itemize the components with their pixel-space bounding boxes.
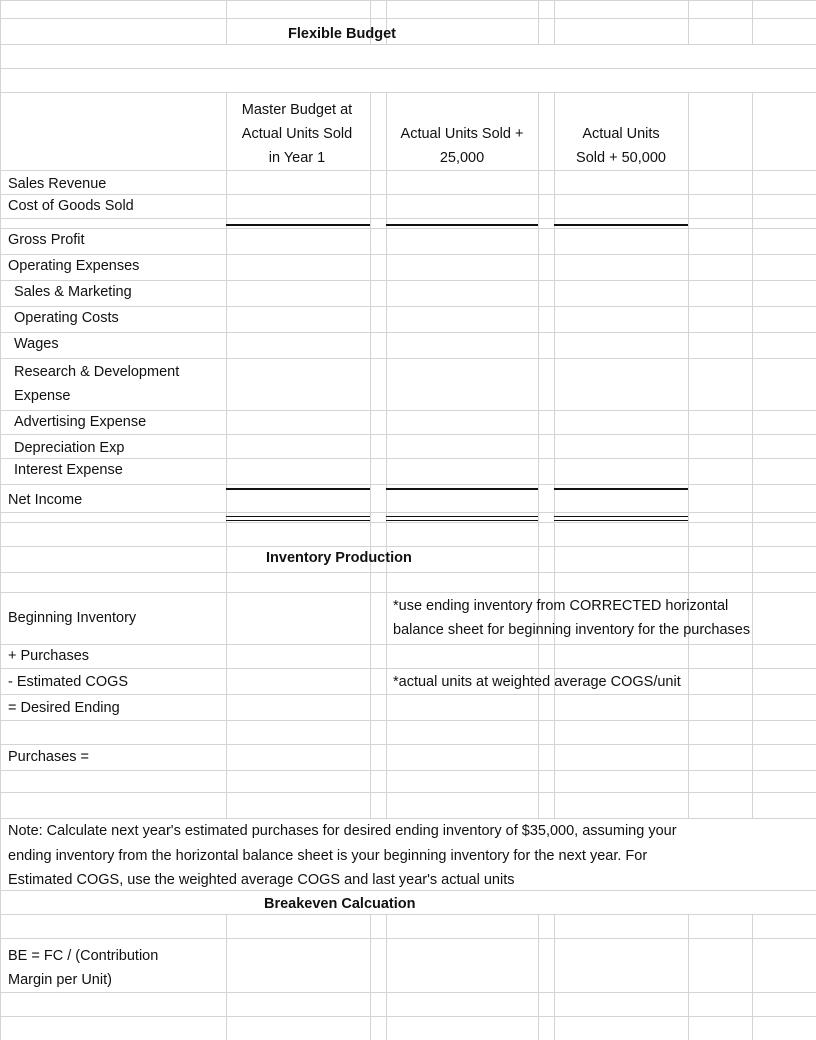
- column-header-master-budget-line1: Master Budget at: [241, 102, 353, 118]
- double-underline-net-income-col3: [554, 516, 688, 521]
- breakeven-title: Breakeven Calcuation: [264, 896, 416, 912]
- underline-cogs-col2: [386, 224, 538, 226]
- row-label-gross-profit: Gross Profit: [8, 232, 85, 248]
- row-label-depreciation-exp: Depreciation Exp: [14, 440, 125, 456]
- note-line-1: Note: Calculate next year's estimated purchases for desired ending inventory of $35,000, assuming your: [8, 823, 677, 839]
- column-header-plus-25000-line2: 25,000: [439, 150, 485, 166]
- flexible-budget-title: Flexible Budget: [288, 26, 396, 42]
- breakeven-formula-line1: BE = FC / (Contribution: [8, 948, 159, 964]
- inventory-note-2: *actual units at weighted average COGS/unit: [393, 674, 681, 690]
- column-header-plus-50000-line2: Sold + 50,000: [576, 150, 666, 166]
- row-label-interest-expense: Interest Expense: [14, 462, 123, 478]
- row-label-beginning-inventory: Beginning Inventory: [8, 610, 137, 626]
- row-label-research-development-expense: Expense: [14, 388, 71, 404]
- row-label-purchases: + Purchases: [8, 648, 90, 664]
- row-label-desired-ending: = Desired Ending: [8, 700, 120, 716]
- row-label-sales-marketing: Sales & Marketing: [14, 284, 132, 300]
- row-label-estimated-cogs: - Estimated COGS: [8, 674, 129, 690]
- breakeven-formula-line2: Margin per Unit): [8, 972, 112, 988]
- inventory-note-1-line2: balance sheet for beginning inventory for the purchases: [393, 622, 751, 638]
- row-label-operating-expenses: Operating Expenses: [8, 258, 140, 274]
- row-label-sales-revenue: Sales Revenue: [8, 176, 107, 192]
- column-header-plus-25000-line1: Actual Units Sold +: [400, 126, 524, 142]
- note-line-2: ending inventory from the horizontal balance sheet is your beginning inventory for the next year. For: [8, 848, 648, 864]
- column-header-master-budget-line3: in Year 1: [268, 150, 326, 166]
- underline-cogs-col1: [226, 224, 370, 226]
- row-label-advertising-expense: Advertising Expense: [14, 414, 147, 430]
- row-label-net-income: Net Income: [8, 492, 83, 508]
- underline-interest-col1: [226, 488, 370, 490]
- inventory-note-1-line1: *use ending inventory from CORRECTED horizontal: [393, 598, 729, 614]
- row-label-research-development: Research & Development: [14, 364, 180, 380]
- double-underline-net-income-col1: [226, 516, 370, 521]
- row-label-cost-of-goods-sold: Cost of Goods Sold: [8, 198, 134, 214]
- inventory-production-title: Inventory Production: [266, 550, 412, 566]
- row-label-operating-costs: Operating Costs: [14, 310, 119, 326]
- column-header-master-budget-line2: Actual Units Sold: [241, 126, 353, 142]
- note-line-3: Estimated COGS, use the weighted average COGS and last year's actual units: [8, 872, 515, 888]
- column-header-plus-50000-line1: Actual Units: [582, 126, 660, 142]
- double-underline-net-income-col2: [386, 516, 538, 521]
- underline-interest-col2: [386, 488, 538, 490]
- row-label-wages: Wages: [14, 336, 59, 352]
- underline-interest-col3: [554, 488, 688, 490]
- row-label-purchases-equals: Purchases =: [8, 749, 90, 765]
- underline-cogs-col3: [554, 224, 688, 226]
